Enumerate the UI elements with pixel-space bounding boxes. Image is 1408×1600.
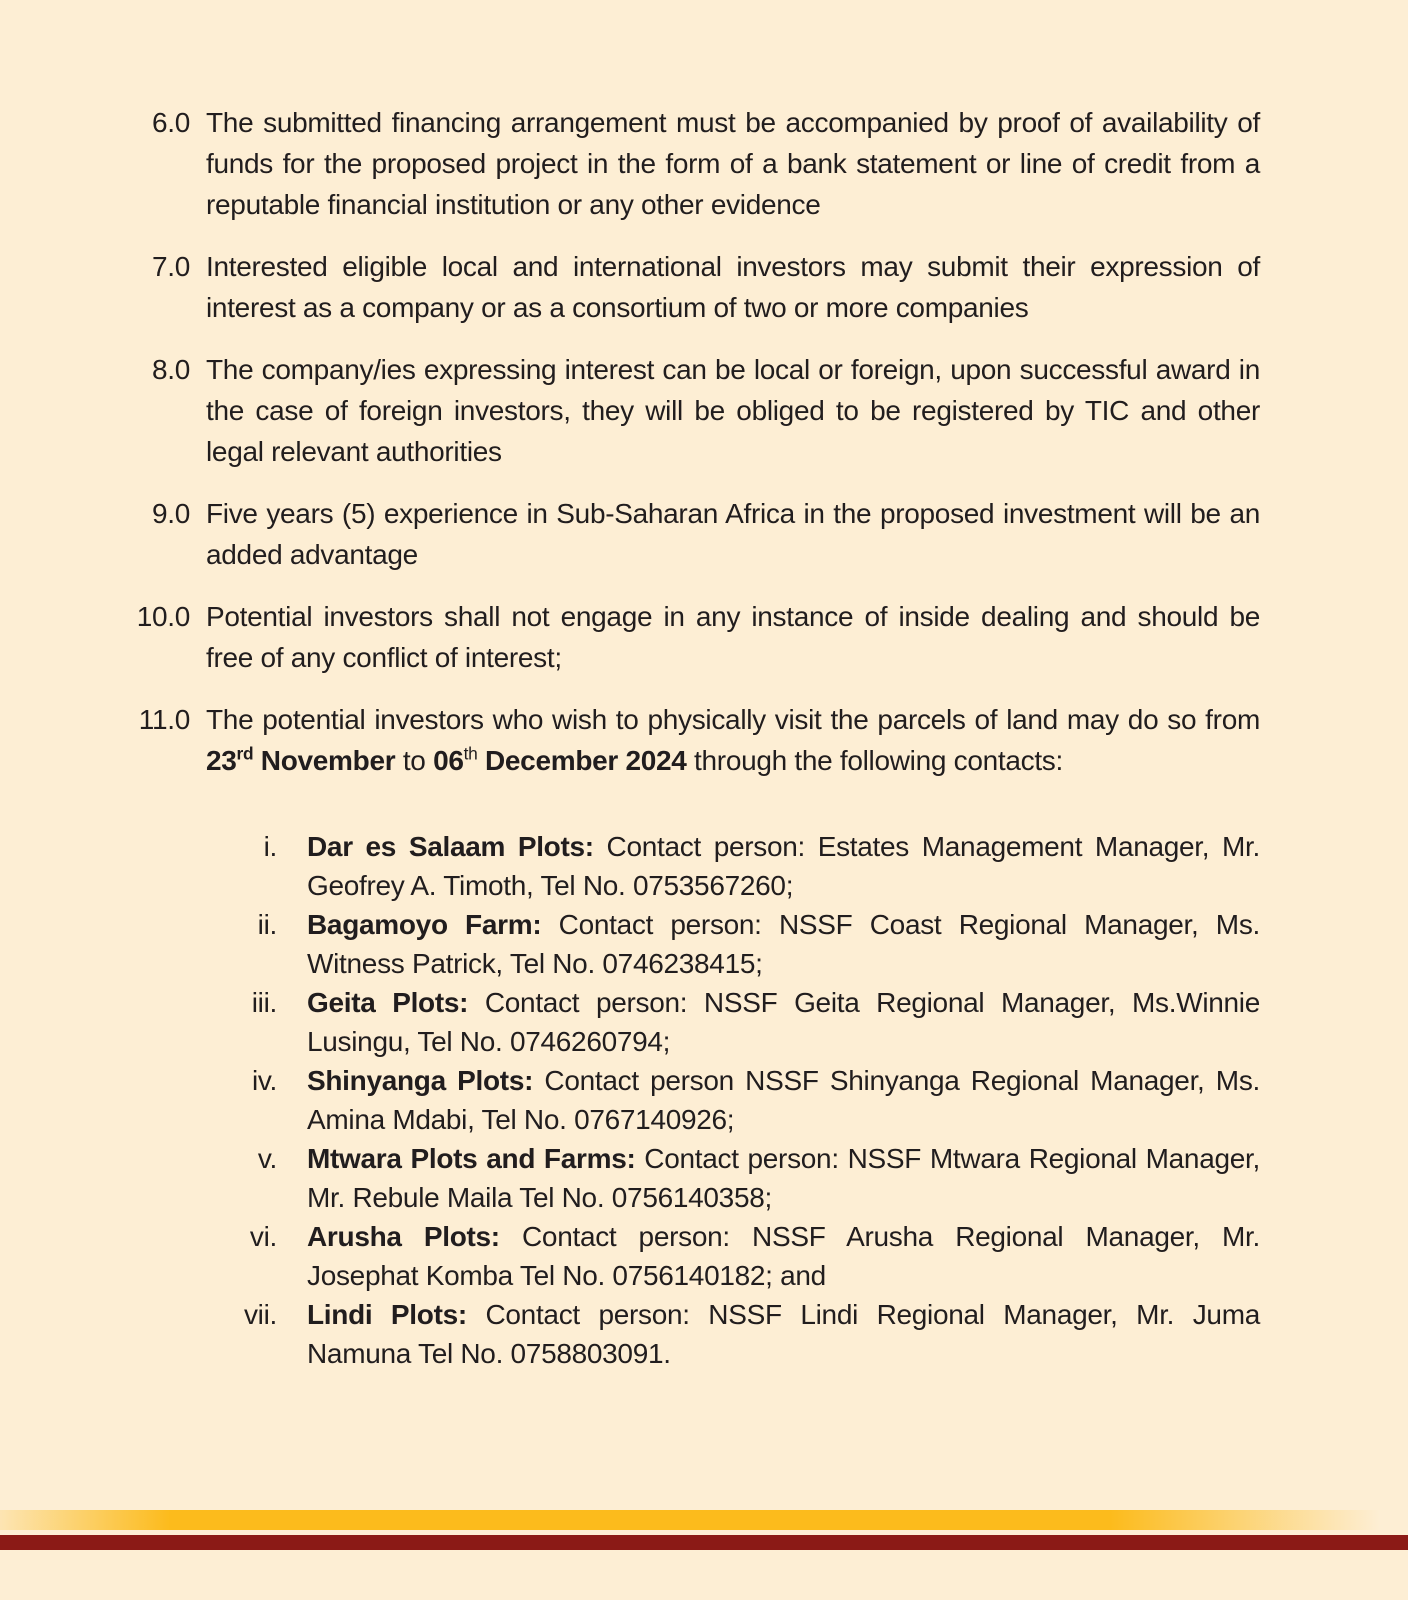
item-number: 9.0 xyxy=(151,498,190,529)
contact-item-lindi xyxy=(40,1295,1260,1373)
contact-numeral: v. xyxy=(257,1143,277,1174)
item-number: 7.0 xyxy=(151,251,190,282)
notice-item-11 xyxy=(40,699,1260,781)
item-text: The company/ies expressing interest can be local or foreign, upon successful award in the case of foreign investors, they will be obliged to be registered by TIC and other legal relevant authorities xyxy=(206,354,1260,467)
contact-numeral: vi. xyxy=(249,1221,277,1252)
item-text: Interested eligible local and international investors may submit their expression of interest as a company or as a consortium of two or more companies xyxy=(206,251,1260,323)
contact-text: Bagamoyo Farm: Contact person: NSSF Coast Regional Manager, Ms. Witness Patrick, Tel No. 0746238415; xyxy=(307,909,1260,979)
item-text: The potential investors who wish to physically visit the parcels of land may do so from 23rd November to 06th December 2024 through the following contacts: xyxy=(206,704,1260,776)
item-number: 6.0 xyxy=(151,107,190,138)
notice-item-9 xyxy=(40,493,1260,575)
contact-numeral: ii. xyxy=(257,909,277,940)
contact-text: Shinyanga Plots: Contact person NSSF Shinyanga Regional Manager, Ms. Amina Mdabi, Tel No. 0767140926; xyxy=(307,1065,1260,1135)
contact-item-dar-es-salaam xyxy=(40,827,1260,905)
contact-numeral: iii. xyxy=(251,987,277,1018)
contact-item-geita xyxy=(40,983,1260,1061)
contact-numeral: i. xyxy=(263,831,277,862)
contact-text: Geita Plots: Contact person: NSSF Geita Regional Manager, Ms.Winnie Lusingu, Tel No. 0746260794; xyxy=(307,987,1260,1057)
maroon-divider-bar xyxy=(0,1535,1408,1550)
item-text: Potential investors shall not engage in any instance of inside dealing and should be free of any conflict of interest; xyxy=(206,601,1260,673)
item-number: 11.0 xyxy=(138,704,190,735)
notice-item-10 xyxy=(40,596,1260,678)
notice-item-8 xyxy=(40,349,1260,472)
contact-list xyxy=(40,827,1260,1373)
notice-body xyxy=(40,102,1260,1373)
contact-item-bagamoyo xyxy=(40,905,1260,983)
contact-item-mtwara xyxy=(40,1139,1260,1217)
contact-item-arusha xyxy=(40,1217,1260,1295)
item-number: 8.0 xyxy=(151,354,190,385)
contact-item-shinyanga xyxy=(40,1061,1260,1139)
item-number: 10.0 xyxy=(136,601,190,632)
notice-item-7 xyxy=(40,246,1260,328)
contact-text: Arusha Plots: Contact person: NSSF Arusha Regional Manager, Mr. Josephat Komba Tel No. 0756140182; and xyxy=(307,1221,1260,1291)
item-text: The submitted financing arrangement must be accompanied by proof of availability of funds for the proposed project in the form of a bank statement or line of credit from a reputable financial institution or any other evidence xyxy=(206,107,1260,220)
contact-text: Dar es Salaam Plots: Contact person: Estates Management Manager, Mr. Geofrey A. Timoth, Tel No. 0753567260; xyxy=(307,831,1260,901)
contact-numeral: iv. xyxy=(251,1065,277,1096)
notice-item-6 xyxy=(40,102,1260,225)
gold-divider-bar xyxy=(0,1510,1380,1530)
item-text: Five years (5) experience in Sub-Saharan Africa in the proposed investment will be an added advantage xyxy=(206,498,1260,570)
contact-numeral: vii. xyxy=(243,1299,277,1330)
contact-text: Mtwara Plots and Farms: Contact person: NSSF Mtwara Regional Manager, Mr. Rebule Maila Tel No. 0756140358; xyxy=(307,1143,1260,1213)
contact-text: Lindi Plots: Contact person: NSSF Lindi Regional Manager, Mr. Juma Namuna Tel No. 0758803091. xyxy=(307,1299,1260,1369)
